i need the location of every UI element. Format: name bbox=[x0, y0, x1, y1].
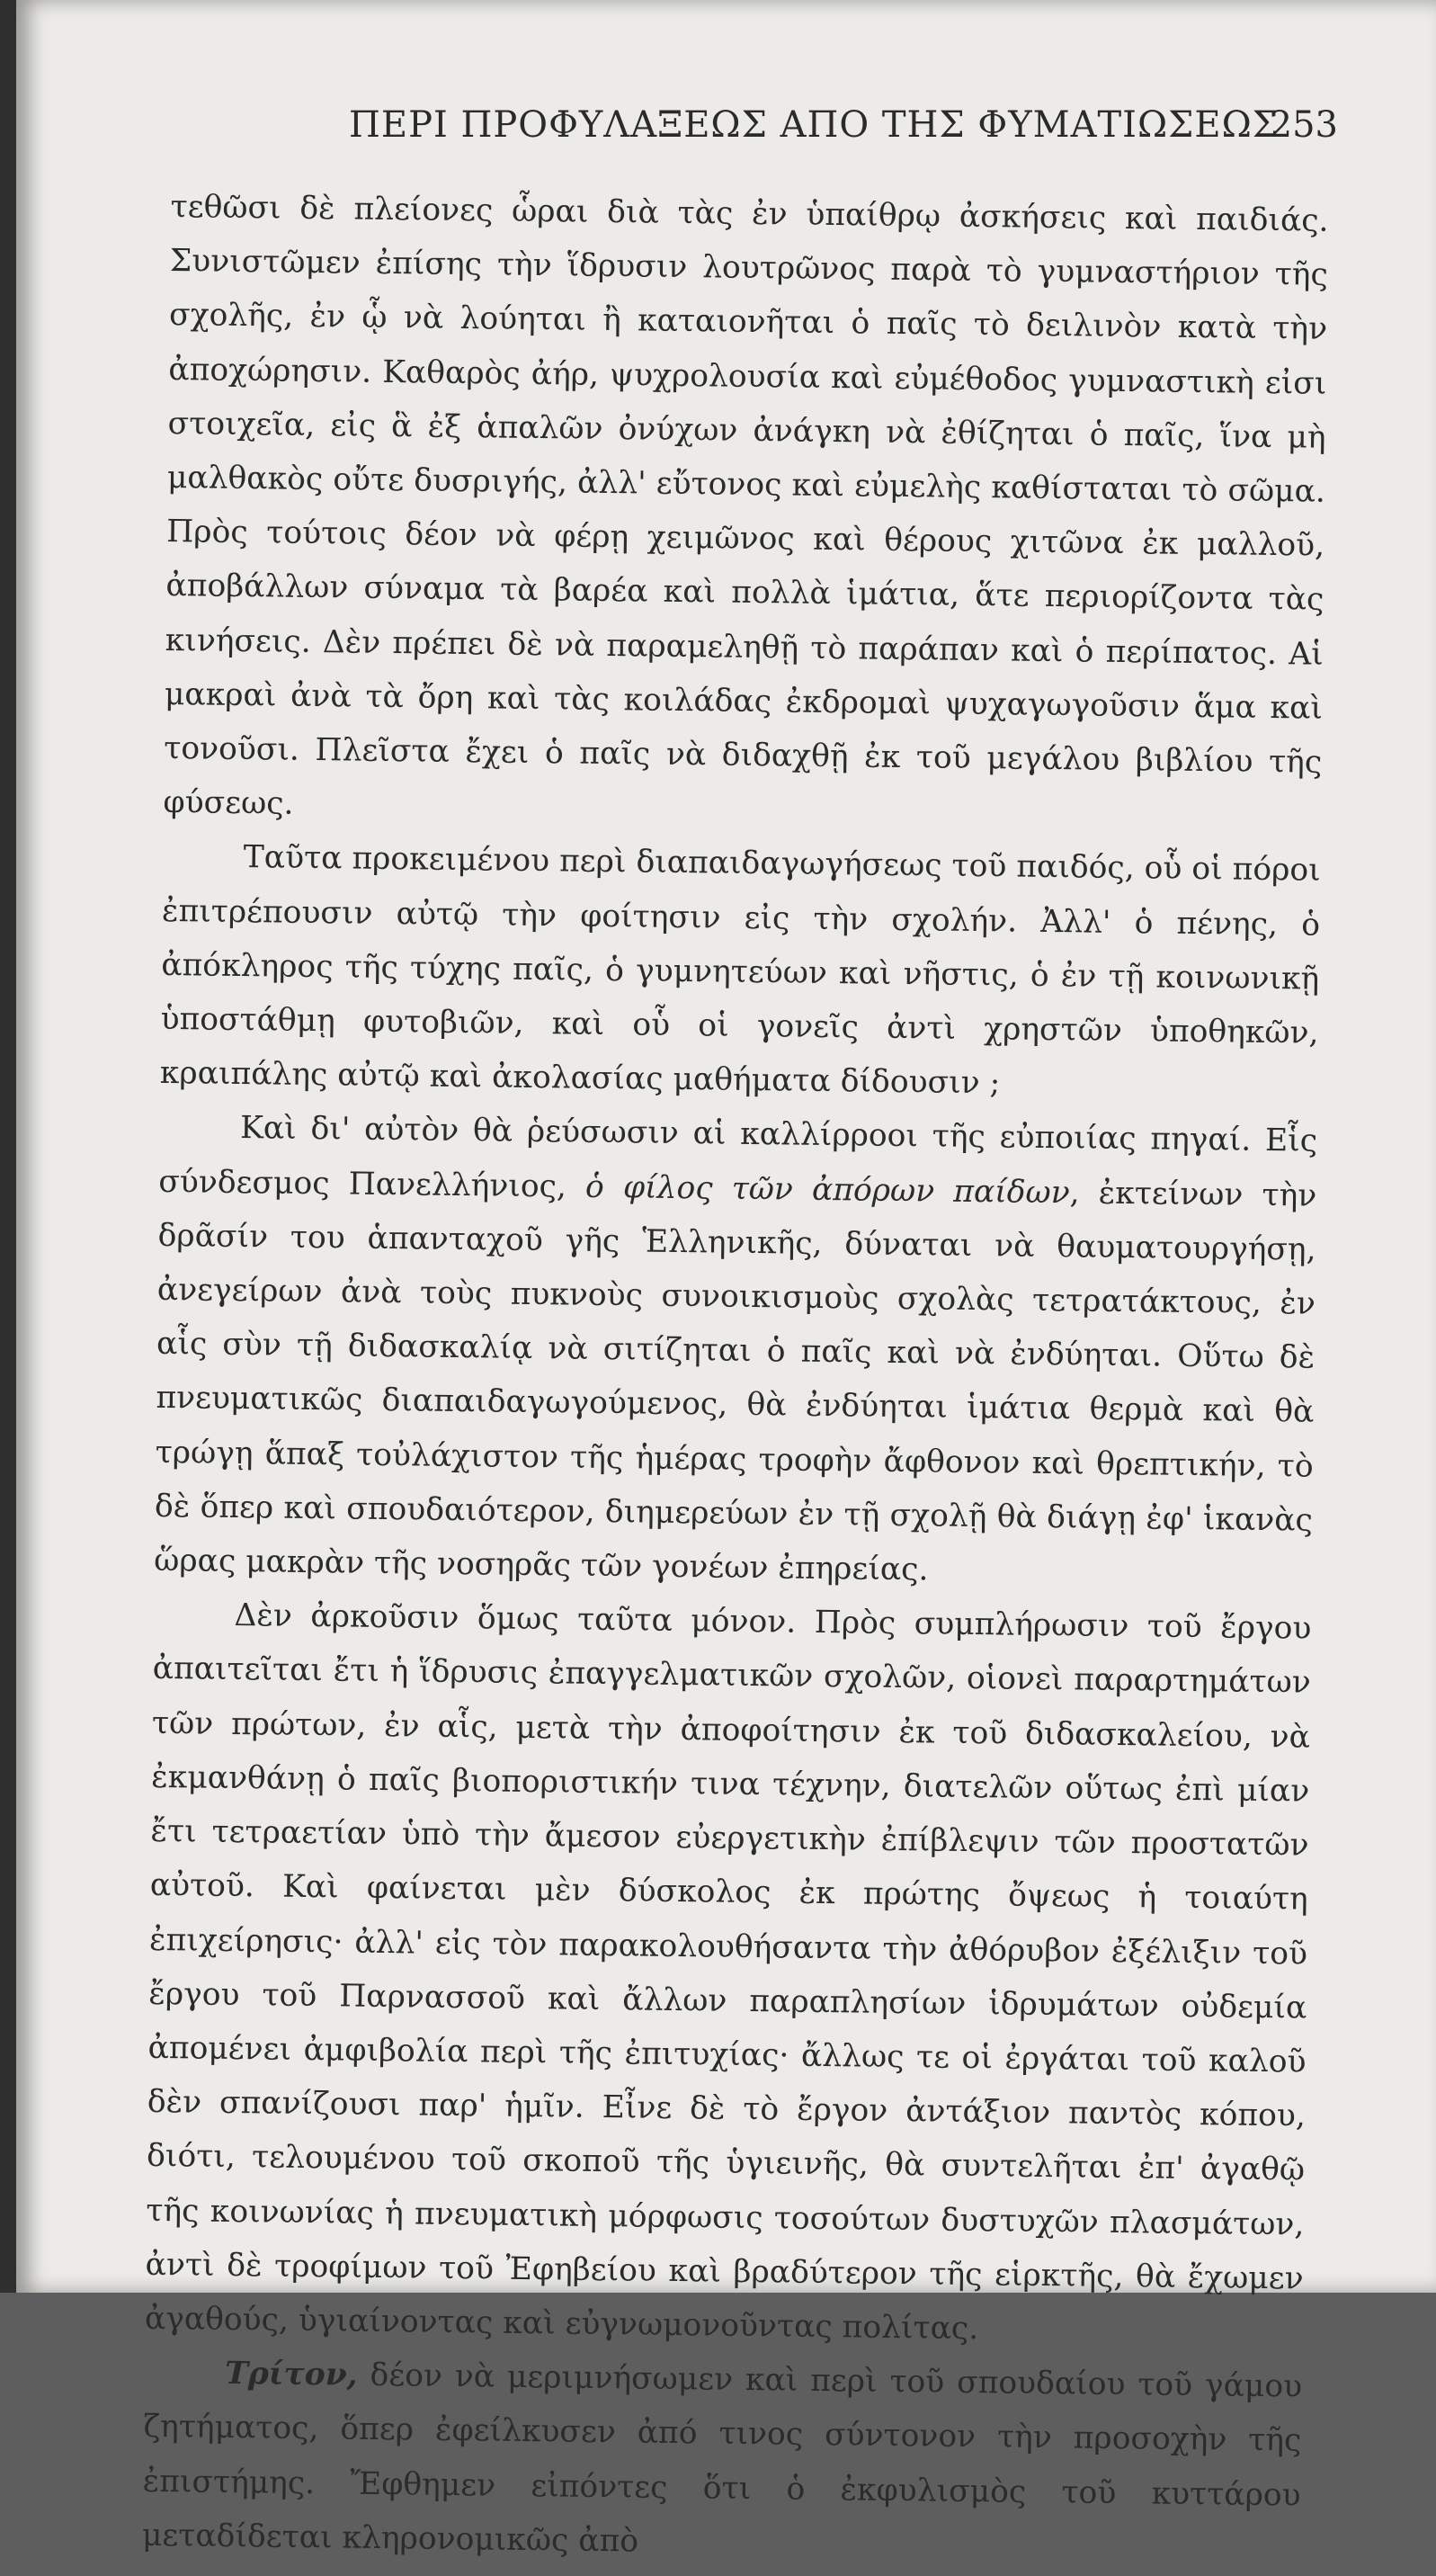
running-head: ΠΕΡΙ ΠΡΟΦΥΛΑΞΕΩΣ ΑΠΟ ΤΗΣ ΦΥΜΑΤΙΩΣΕΩΣ bbox=[349, 104, 1280, 146]
paragraph-3 bbox=[154, 1100, 1318, 1602]
paragraph-5-text: δέον νὰ μεριμνήσωμεν καὶ περὶ τοῦ σπουδαίου τοῦ γάμου ζητήματος, ὅπερ ἐφείλκυσεν ἀπό τινος σύντονον τὴν προσοχὴν τῆς ἐπιστήμης. Ἔφθημεν εἰπόντες ὅτι ὁ ἐκφυλισμὸς τοῦ κυττάρου μεταδίδεται κληρονομικῶς ἀπὸ bbox=[141, 2357, 1303, 2560]
page-header bbox=[196, 99, 1338, 153]
paragraph-2: Ταῦτα προκειμένου περὶ διαπαιδαγωγήσεως τοῦ παιδός, οὗ οἱ πόροι ἐπιτρέπουσιν αὐτῷ τὴν φοίτησιν εἰς τὴν σχολήν. Ἀλλ' ὁ πένης, ὁ ἀπόκληρος τῆς τύχης παῖς, ὁ γυμνητεύων καὶ νῆστις, ὁ ἐν τῇ κοινωνικῇ ὑποστάθμῃ φυτοβιῶν, καὶ οὗ οἱ γονεῖς ἀντὶ χρηστῶν ὑποθηκῶν, κραιπάλης αὐτῷ καὶ ἀκολασίας μαθήματα δίδουσιν ; bbox=[159, 839, 1321, 1102]
paragraph-3-text-b: , ἐκτείνων τὴν δρᾶσίν του ἁπανταχοῦ γῆς Ἑλληνικῆς, δύναται νὰ θαυματουργήσῃ, ἀνεγείρων ἀνὰ τοὺς πυκνοὺς συνοικισμοὺς σχολὰς τετρατάκτους, ἐν αἷς σὺν τῇ διδασκαλίᾳ νὰ σιτίζηται ὁ παῖς καὶ νὰ ἐνδύηται. Οὕτω δὲ πνευματικῶς διαπαιδαγωγούμενος, θὰ ἐνδύηται ἱμάτια θερμὰ καὶ θὰ τρώγῃ ἅπαξ τοὐλάχιστον τῆς ἡμέρας τροφὴν ἄφθονον καὶ θρεπτικήν, τὸ δὲ ὅπερ καὶ σπουδαιότερον, διημερεύων ἐν τῇ σχολῇ θὰ διάγῃ ἐφ' ἱκανὰς ὥρας μακρὰν τῆς νοσηρᾶς τῶν γονέων ἐπηρείας. bbox=[154, 1174, 1317, 1588]
book-page bbox=[16, 0, 1436, 2560]
paragraph-5-lead: Τρίτον, bbox=[224, 2356, 358, 2393]
paragraph-1: τεθῶσι δὲ πλείονες ὧραι διὰ τὰς ἐν ὑπαίθρῳ ἀσκήσεις καὶ παιδιάς. Συνιστῶμεν ἐπίσης τὴν ἵδρυσιν λουτρῶνος παρὰ τὸ γυμναστήριον τῆς σχολῆς, ἐν ᾧ νὰ λούηται ἢ καταιονῆται ὁ παῖς τὸ δειλινὸν κατὰ τὴν ἀποχώρησιν. Καθαρὸς ἀήρ, ψυχρολουσία καὶ εὐμέθοδος γυμναστικὴ εἰσι στοιχεῖα, εἰς ἃ ἐξ ἁπαλῶν ὀνύχων ἀνάγκη νὰ ἐθίζηται ὁ παῖς, ἵνα μὴ μαλθακὸς οὔτε δυσριγής, ἀλλ' εὔτονος καὶ εὐμελὴς καθίσταται τὸ σῶμα. Πρὸς τούτοις δέον νὰ φέρῃ χειμῶνος καὶ θέρους χιτῶνα ἐκ μαλλοῦ, ἀποβάλλων σύναμα τὰ βαρέα καὶ πολλὰ ἱμάτια, ἅτε περιορίζοντα τὰς κινήσεις. Δὲν πρέπει δὲ νὰ παραμεληθῇ τὸ παράπαν καὶ ὁ περίπατος. Αἱ μακραὶ ἀνὰ τὰ ὄρη καὶ τὰς κοιλάδας ἐκδρομαὶ ψυχαγωγοῦσιν ἅμα καὶ τονοῦσι. Πλεῖστα ἔχει ὁ παῖς νὰ διδαχθῇ ἐκ τοῦ μεγάλου βιβλίου τῆς φύσεως. bbox=[163, 188, 1329, 822]
page-number: 253 bbox=[1269, 104, 1338, 146]
paragraph-4: Δὲν ἀρκοῦσιν ὅμως ταῦτα μόνον. Πρὸς συμπλήρωσιν τοῦ ἔργου ἀπαιτεῖται ἔτι ἡ ἵδρυσις ἐπαγγελματικῶν σχολῶν, οἱονεὶ παραρτημάτων τῶν πρώτων, ἐν αἷς, μετὰ τὴν ἀποφοίτησιν ἐκ τοῦ διδασκαλείου, νὰ ἐκμανθάνῃ ὁ παῖς βιοποριστικήν τινα τέχνην, διατελῶν οὕτως ἐπὶ μίαν ἔτι τετραετίαν ὑπὸ τὴν ἄμεσον εὐεργετικὴν ἐπίβλεψιν τῶν προστατῶν αὐτοῦ. Καὶ φαίνεται μὲν δύσκολος ἐκ πρώτης ὄψεως ἡ τοιαύτη ἐπιχείρησις· ἀλλ' εἰς τὸν παρακολουθήσαντα τὴν ἀθόρυβον ἐξέλιξιν τοῦ ἔργου τοῦ Παρνασσοῦ καὶ ἄλλων παραπλησίων ἱδρυμάτων οὐδεμία ἀπομένει ἀμφιβολία περὶ τῆς ἐπιτυχίας· ἄλλως τε οἱ ἐργάται τοῦ καλοῦ δὲν σπανίζουσι παρ' ἡμῖν. Εἶνε δὲ τὸ ἔργον ἀντάξιον παντὸς κόπου, διότι, τελουμένου τοῦ σκοποῦ τῆς ὑγιεινῆς, θὰ συντελῆται ἐπ' ἀγαθῷ τῆς κοινωνίας ἡ πνευματικὴ μόρφωσις τοσούτων δυστυχῶν πλασμάτων, ἀντὶ δὲ τροφίμων τοῦ Ἐφηβείου καὶ βραδύτερον τῆς εἱρκτῆς, θὰ ἔχωμεν ἀγαθούς, ὑγιαίνοντας καὶ εὐγνωμονοῦντας πολίτας. bbox=[144, 1597, 1312, 2348]
paragraph-3-text-a: Καὶ δι' αὐτὸν θὰ ῥεύσωσιν αἱ καλλίρροοι τῆς εὐποιίας πηγαί. Εἷς σύνδεσμος Πανελλήνιος, bbox=[158, 1110, 1318, 1205]
paragraph-3-italic: ὁ φίλος τῶν ἀπόρων παίδων bbox=[584, 1168, 1070, 1211]
paragraph-5 bbox=[142, 2346, 1303, 2576]
body-text bbox=[142, 180, 1329, 2576]
